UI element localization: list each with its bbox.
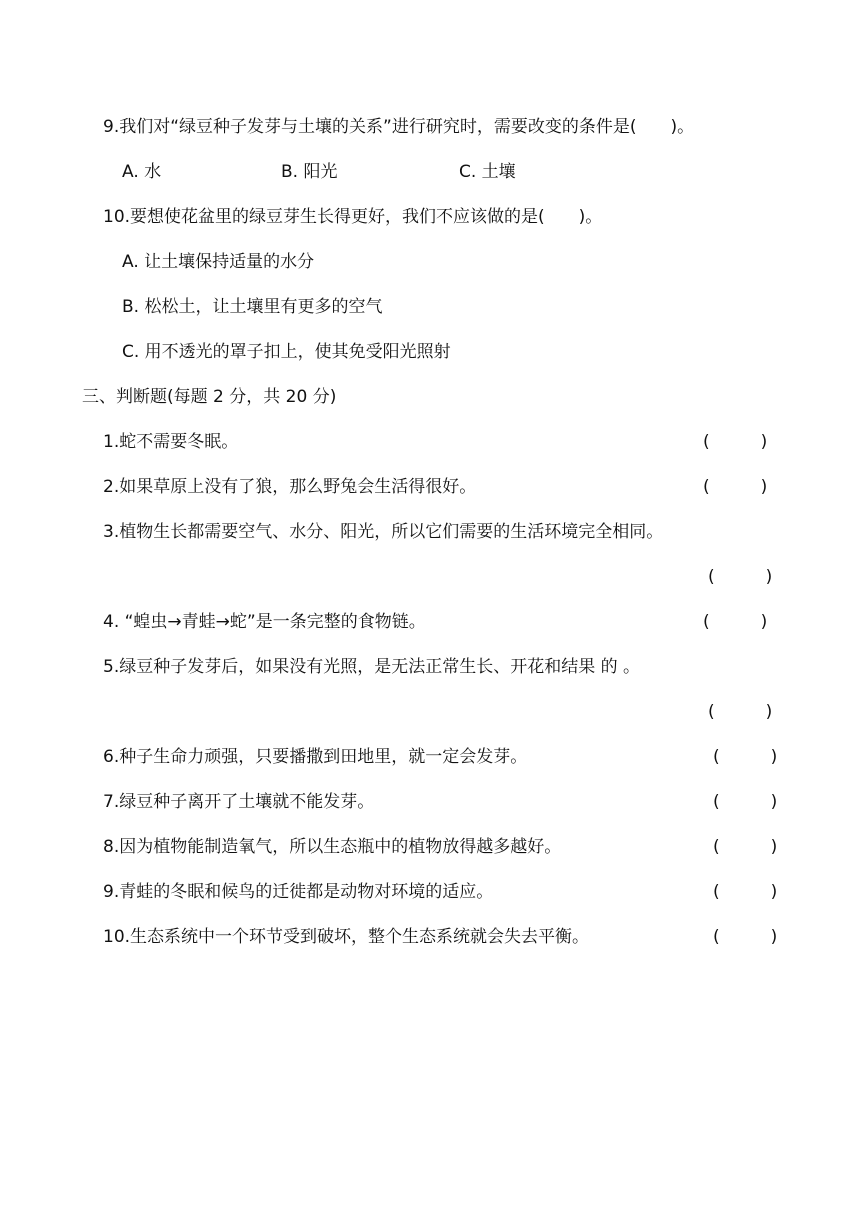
- answer-bracket-6: ( ): [713, 747, 778, 767]
- judge-item-8: 8.因为植物能制造氧气，所以生态瓶中的植物放得越多越好。: [103, 837, 562, 857]
- judge-item-9: 9.青蛙的冬眠和候鸟的迁徙都是动物对环境的适应。: [103, 882, 494, 902]
- answer-bracket-2: ( ): [703, 477, 768, 497]
- answer-bracket-1: ( ): [703, 432, 768, 452]
- answer-bracket-9: ( ): [713, 882, 778, 902]
- question-9-option-a: A. 水: [122, 162, 162, 182]
- answer-bracket-8: ( ): [713, 837, 778, 857]
- question-10-option-c: C. 用不透光的罩子扣上，使其免受阳光照射: [122, 342, 451, 362]
- judge-item-2: 2.如果草原上没有了狼，那么野兔会生活得很好。: [103, 477, 477, 497]
- question-10-option-b: B. 松松土，让土壤里有更多的空气: [122, 297, 383, 317]
- judge-item-7: 7.绿豆种子离开了土壤就不能发芽。: [103, 792, 375, 812]
- judge-item-6: 6.种子生命力顽强，只要播撒到田地里，就一定会发芽。: [103, 747, 528, 767]
- question-9-text: 9.我们对“绿豆种子发芽与土壤的关系”进行研究时，需要改变的条件是( )。: [103, 117, 695, 137]
- judge-item-10: 10.生态系统中一个环节受到破坏，整个生态系统就会失去平衡。: [103, 927, 590, 947]
- answer-bracket-4: ( ): [703, 612, 768, 632]
- judge-item-1: 1.蛇不需要冬眠。: [103, 432, 239, 452]
- judge-item-4: 4. “蝗虫→青蛙→蛇”是一条完整的食物链。: [103, 612, 426, 632]
- question-10-text: 10.要想使花盆里的绿豆芽生长得更好，我们不应该做的是( )。: [103, 207, 603, 227]
- judge-item-5: 5.绿豆种子发芽后，如果没有光照，是无法正常生长、开花和结果 的 。: [103, 657, 641, 677]
- answer-bracket-7: ( ): [713, 792, 778, 812]
- question-9-option-b: B. 阳光: [281, 162, 338, 182]
- judge-item-3: 3.植物生长都需要空气、水分、阳光，所以它们需要的生活环境完全相同。: [103, 522, 664, 542]
- answer-bracket-10: ( ): [713, 927, 778, 947]
- question-10-option-a: A. 让土壤保持适量的水分: [122, 252, 315, 272]
- question-9-option-c: C. 土壤: [459, 162, 516, 182]
- answer-bracket-5: ( ): [708, 702, 773, 722]
- answer-bracket-3: ( ): [708, 567, 773, 587]
- judge-section-heading: 三、判断题(每题 2 分，共 20 分): [82, 387, 337, 407]
